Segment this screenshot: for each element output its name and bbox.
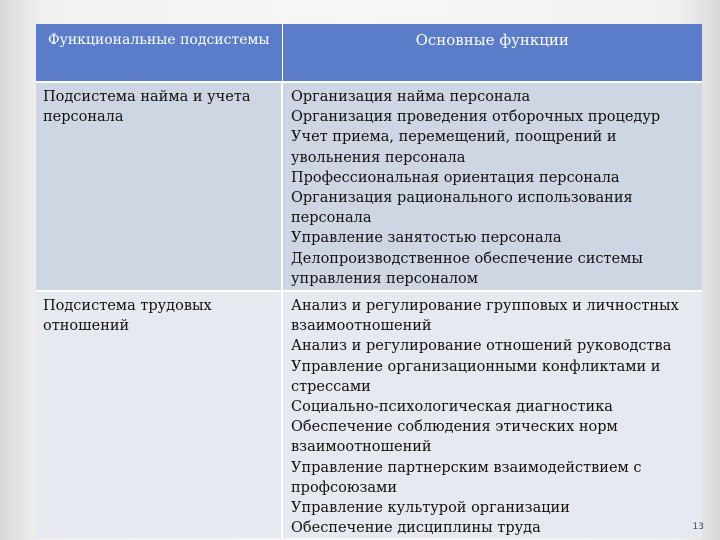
function-item: Анализ и регулирование групповых и личностных взаимоотношений xyxy=(291,298,679,335)
function-item: Обеспечение соблюдения этических норм взаимоотношений xyxy=(291,419,618,456)
function-item: Анализ и регулирование отношений руководства xyxy=(291,338,672,355)
function-item: Организация рационального использования персонала xyxy=(291,190,633,227)
function-item: Социально-психологическая диагностика xyxy=(291,399,613,416)
table-row xyxy=(36,291,702,538)
function-item: Делопроизводственное обеспечение системы управления персоналом xyxy=(291,250,643,287)
function-item: Организация найма персонала xyxy=(291,89,531,105)
function-item: Обеспечение дисциплины труда xyxy=(291,520,541,537)
function-item: Организация проведения отборочных процедур xyxy=(291,109,661,126)
subsystem-label: Подсистема трудовых отношений xyxy=(43,298,212,334)
functions-list xyxy=(283,292,702,538)
function-item: Учет приема, перемещений, поощрений и увольнения персонала xyxy=(291,129,617,166)
page-number: 13 xyxy=(692,522,704,532)
header-functions: Основные функции xyxy=(282,24,702,82)
subsystem-label: Подсистема найма и учета персонала xyxy=(43,89,251,125)
function-item: Управление партнерским взаимодействием с профсоюзами xyxy=(291,459,642,496)
function-item: Управление культурой организации xyxy=(291,500,570,517)
function-item: Управление занятостью персонала xyxy=(291,230,562,247)
function-item: Управление организационными конфликтами и стрессами xyxy=(291,358,661,395)
table-header-row xyxy=(36,24,702,82)
table-row xyxy=(36,82,702,291)
function-item: Профессиональная ориентация персонала xyxy=(291,169,620,186)
functions-list xyxy=(283,83,702,289)
header-subsystems: Функциональные подсистемы xyxy=(36,24,282,82)
functions-table xyxy=(36,24,702,538)
